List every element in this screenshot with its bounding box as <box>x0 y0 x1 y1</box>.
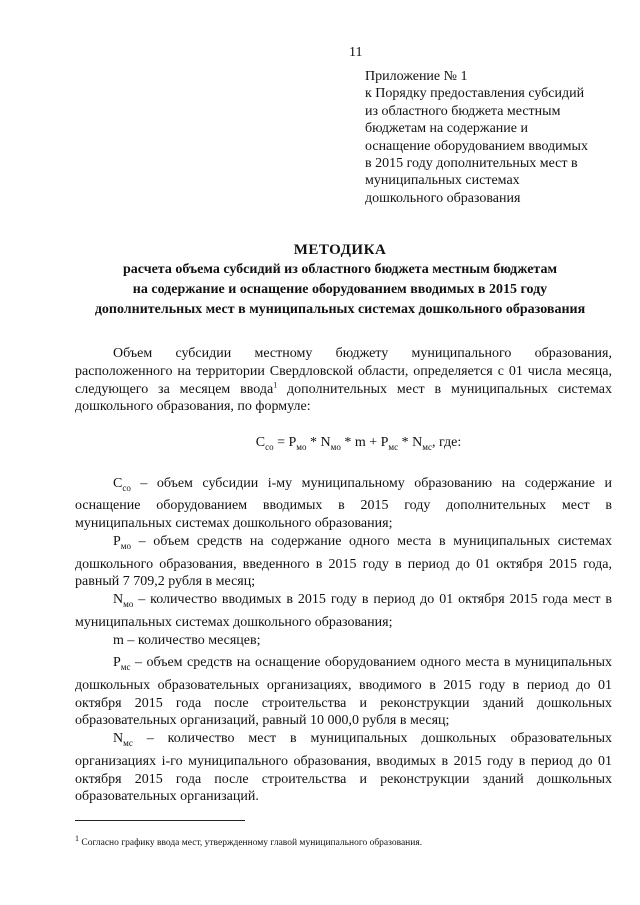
definition-symbol: N <box>113 592 124 608</box>
formula-subscript: мо <box>330 441 341 452</box>
appendix-line: в 2015 году дополнительных мест в <box>365 156 578 172</box>
definition-subscript: мс <box>120 661 131 672</box>
appendix-line: оснащение оборудованием вводимых <box>365 138 588 154</box>
title-line: дополнительных мест в муниципальных системах дошкольного образования <box>94 302 586 317</box>
definition-text: – количество вводимых в 2015 году в период до 01 октября 2015 года мест в муниципальных системах дошкольного образования; <box>75 592 612 630</box>
formula-subscript: мо <box>296 441 307 452</box>
definition-text: – объем средств на оснащение оборудованием одного места в муниципальных дошкольных образовательных организациях, вводимого в 2015 году в период до 01 октября 2015 года после строительства и реконструкции зданий дошкольных образовательных организаций, равный 10 000,0 рубля в месяц; <box>75 655 612 729</box>
definition-paragraph <box>75 533 612 591</box>
formula-symbol: N <box>320 435 331 451</box>
footnote-text: Согласно графику ввода мест, утвержденному главой муниципального образования. <box>79 838 423 848</box>
formula-symbol: P <box>288 435 297 451</box>
definition-subscript: мо <box>123 598 134 609</box>
formula-subscript: со <box>265 441 274 452</box>
definition-subscript: мо <box>120 540 131 551</box>
intro-text-continued: дополнительных мест в муниципальных системах дошкольного образования, по формуле: <box>75 381 612 415</box>
definition-text: – объем средств на содержание одного места в муниципальных системах дошкольного образования, введенного в 2015 году в период до 01 октября 2015 года, равный 7 709,2 рубля в месяц; <box>75 533 612 590</box>
document-body <box>75 345 612 806</box>
definition-paragraph <box>75 632 612 655</box>
intro-text: Объем субсидии местному бюджету муниципального образования, расположенного на территории Свердловской области, определяется с 01 числа месяца, следующего за месяцем ввода <box>75 346 612 397</box>
title-line: на содержание и оснащение оборудованием вводимых в 2015 году <box>132 282 548 297</box>
definition-symbol: m <box>113 632 124 648</box>
formula-operator: = <box>273 435 289 451</box>
formula-symbol: C <box>255 435 266 451</box>
formula-symbol: N <box>412 435 423 451</box>
definition-symbol: C <box>113 475 123 491</box>
page-number: 11 <box>349 45 363 60</box>
definition-paragraph <box>75 591 612 631</box>
footnote-reference: 1 <box>273 379 278 389</box>
footnote-divider <box>75 820 245 821</box>
title-main: МЕТОДИКА <box>293 242 387 258</box>
formula <box>75 434 612 457</box>
definition-paragraph <box>75 475 612 533</box>
formula-subscript: мс <box>388 441 399 452</box>
appendix-line: муниципальных системах <box>365 173 520 189</box>
definition-text: – количество мест в муниципальных дошкольных образовательных организациях i-го муниципального образования, вводимых в 2015 году в период до 01 октября 2015 года после строительства и реконструкции зданий дошкольных образовательных организаций. <box>75 731 612 805</box>
definition-subscript: мс <box>123 737 133 748</box>
appendix-line: из областного бюджета местным <box>365 103 561 119</box>
definition-paragraph <box>75 730 612 806</box>
definition-subscript: со <box>122 482 131 493</box>
definition-symbol: N <box>113 731 124 747</box>
document-title <box>64 240 616 320</box>
definition-text: – количество месяцев; <box>123 632 261 648</box>
appendix-header <box>365 68 625 207</box>
formula-operator: * m + <box>340 435 381 451</box>
footnote <box>75 833 423 848</box>
appendix-line: дошкольного образования <box>365 190 521 206</box>
definition-symbol: P <box>113 533 121 549</box>
formula-symbol: P <box>380 435 389 451</box>
appendix-line: бюджетам на содержание и <box>365 121 528 137</box>
formula-operator: * <box>306 435 321 451</box>
footnote-marker: 1 <box>75 833 79 843</box>
title-line: расчета объема субсидий из областного бюджета местным бюджетам <box>122 262 558 277</box>
formula-operator: * <box>398 435 413 451</box>
appendix-line: к Порядку предоставления субсидий <box>365 86 585 102</box>
formula-subscript: мс <box>422 441 432 452</box>
intro-paragraph <box>75 345 612 416</box>
definition-paragraph <box>75 654 612 730</box>
definition-text: – объем субсидии i-му муниципальному образованию на содержание и оснащение оборудованием вводимых в 2015 году дополнительных мест в муниципальных системах дошкольного образования; <box>75 475 612 532</box>
appendix-line: Приложение № 1 <box>365 69 468 84</box>
formula-tail: , где: <box>431 435 462 451</box>
definition-symbol: P <box>113 655 121 671</box>
